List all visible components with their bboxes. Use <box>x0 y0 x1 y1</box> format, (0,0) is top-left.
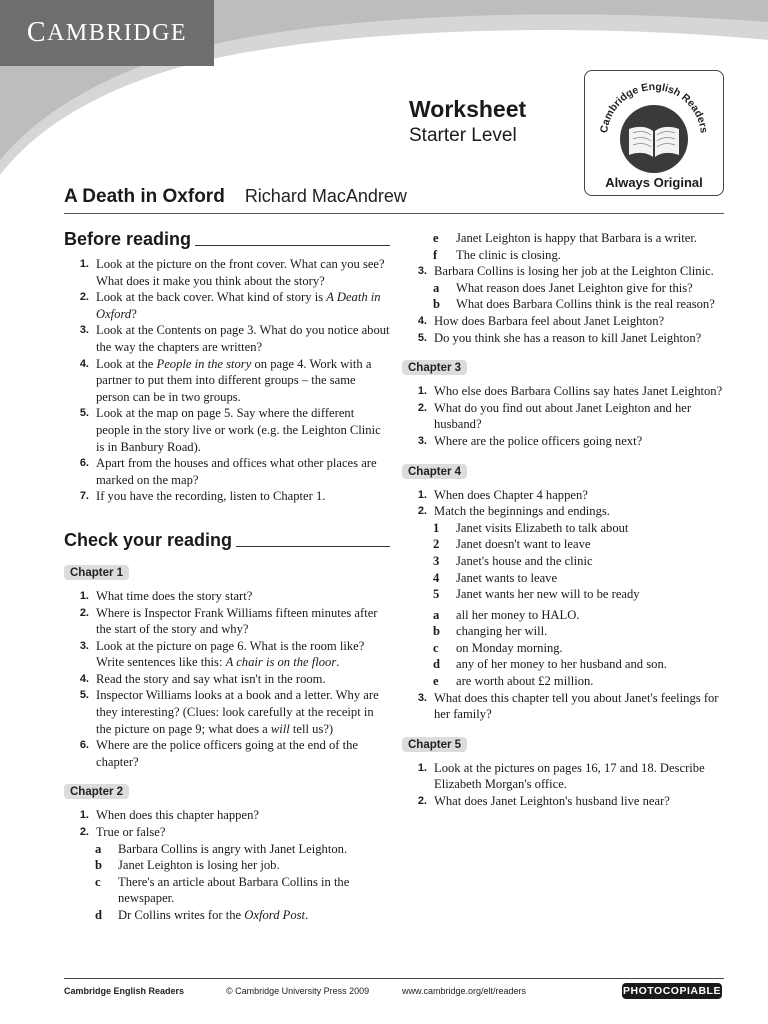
worksheet-title: Worksheet <box>409 96 527 122</box>
list-item: b Janet Leighton is losing her job. <box>95 858 280 873</box>
list-item: e are worth about £2 million. <box>433 674 594 689</box>
chapter-2-list <box>64 807 390 923</box>
list-item: e Janet Leighton is happy that Barbara is a writer. <box>433 231 697 245</box>
list-item: 2. What do you find out about Janet Leighton and her husband? <box>417 400 692 432</box>
list-item: 6. Where are the police officers going at the end of the chapter? <box>79 738 359 769</box>
list-item: 3. Look at the Contents on page 3. What do you notice about the way the chapters are written? <box>79 323 390 354</box>
chapter-2-label: Chapter 2 <box>64 784 129 799</box>
list-item: 1 Janet visits Elizabeth to talk about <box>433 520 629 535</box>
list-item: 1. Look at the pictures on pages 16, 17 and 18. Describe Elizabeth Morgan's office. <box>417 760 705 792</box>
list-item: 1. What time does the story start? <box>79 588 253 603</box>
list-item: 1. Look at the picture on the front cover. What can you see? What does it make you think about the story? <box>79 257 385 288</box>
badge-tagline: Always Original <box>605 175 703 190</box>
list-item: f The clinic is closing. <box>433 247 561 262</box>
list-item: 1. When does this chapter happen? <box>79 808 259 823</box>
photocopiable-badge: PHOTOCOPIABLE <box>623 985 721 997</box>
chapter-4-list <box>402 487 726 723</box>
chapter-2-list-continued <box>402 230 726 346</box>
list-item: 1. When does Chapter 4 happen? <box>417 487 588 502</box>
list-item: a What reason does Janet Leighton give for this? <box>433 280 693 295</box>
footer-copyright: © Cambridge University Press 2009 <box>226 986 370 996</box>
list-item: 4. Read the story and say what isn't in the room. <box>79 671 326 686</box>
list-item: c on Monday morning. <box>433 640 563 655</box>
cambridge-readers-badge <box>584 70 724 196</box>
list-item: a all her money to HALO. <box>433 607 580 622</box>
check-reading-heading: Check your reading <box>64 527 390 551</box>
list-item: 3. Look at the picture on page 6. What is the room like? Write sentences like this: A chair is on the floor. <box>79 638 365 670</box>
list-item: 1. Who else does Barbara Collins say hates Janet Leighton? <box>417 384 723 399</box>
book-author: Richard MacAndrew <box>244 186 407 206</box>
list-item: 2. Match the beginnings and endings. <box>417 504 610 519</box>
chapter-1-list <box>64 588 390 771</box>
list-item: d any of her money to her husband and son. <box>433 657 667 672</box>
open-book-icon <box>585 71 723 175</box>
list-item: 5. Do you think she has a reason to kill Janet Leighton? <box>417 330 702 345</box>
chapter-3-label: Chapter 3 <box>402 360 467 375</box>
footer-divider <box>64 978 724 979</box>
list-item: d Dr Collins writes for the Oxford Post. <box>95 908 309 922</box>
book-title: A Death in Oxford <box>64 186 225 207</box>
before-reading-heading: Before reading <box>64 226 390 250</box>
list-item: 4 Janet wants to leave <box>433 570 558 585</box>
worksheet-level: Starter Level <box>409 125 517 146</box>
svg-text:Cambridge English Readers: Cambridge English Readers <box>598 80 710 134</box>
chapter-1-label: Chapter 1 <box>64 565 129 580</box>
cambridge-logo: C AMBRIDGE <box>0 0 214 66</box>
list-item: 6. Apart from the houses and offices what other places are marked on the map? <box>79 456 377 487</box>
chapter-5-list <box>402 760 726 810</box>
list-item: 2. Where is Inspector Frank Williams fifteen minutes after the start of the story and why? <box>79 605 378 637</box>
list-item: 4. How does Barbara feel about Janet Leighton? <box>417 313 665 328</box>
before-reading-list <box>64 256 390 505</box>
book-title-row <box>64 186 724 214</box>
footer-url[interactable]: www.cambridge.org/elt/readers <box>402 986 527 996</box>
list-item: b What does Barbara Collins think is the real reason? <box>433 297 715 312</box>
right-column <box>402 230 726 810</box>
footer-series: Cambridge English Readers <box>64 986 185 996</box>
chapter-5-label: Chapter 5 <box>402 737 467 752</box>
list-item: 7. If you have the recording, listen to Chapter 1. <box>79 489 326 504</box>
left-column <box>64 226 390 924</box>
list-item: 3. Barbara Collins is losing her job at the Leighton Clinic. <box>417 264 714 279</box>
list-item: 5 Janet wants her new will to be ready <box>433 587 640 602</box>
list-item: 2. What does Janet Leighton's husband live near? <box>417 794 670 809</box>
list-item: 2. Look at the back cover. What kind of story is A Death in Oxford? <box>79 290 381 321</box>
list-item: 4. Look at the People in the story on page 4. Work with a partner to put them into different groups – the same person can be in two groups. <box>79 356 372 404</box>
list-item: b changing her will. <box>433 624 548 639</box>
list-item: 2. True or false? <box>79 825 166 840</box>
list-item: 3 Janet's house and the clinic <box>433 553 593 568</box>
list-item: 5. Look at the map on page 5. Say where the different people in the story live or work (e.g. the Leighton Clinic is in Banbury Road). <box>79 406 381 454</box>
chapter-4-label: Chapter 4 <box>402 464 467 479</box>
chapter-3-list <box>402 383 726 449</box>
list-item: 5. Inspector Williams looks at a book and a letter. Why are they interesting? (Clues: look carefully at the receipt in the picture on page 9; what does a will tell us?) <box>79 688 379 736</box>
list-item: a Barbara Collins is angry with Janet Leighton. <box>95 841 348 856</box>
list-item: 3. What does this chapter tell you about Janet's feelings for her family? <box>417 690 719 722</box>
list-item: c There's an article about Barbara Collins in the newspaper. <box>95 874 350 906</box>
list-item: 2 Janet doesn't want to leave <box>433 537 591 552</box>
list-item: 3. Where are the police officers going next? <box>417 433 643 448</box>
